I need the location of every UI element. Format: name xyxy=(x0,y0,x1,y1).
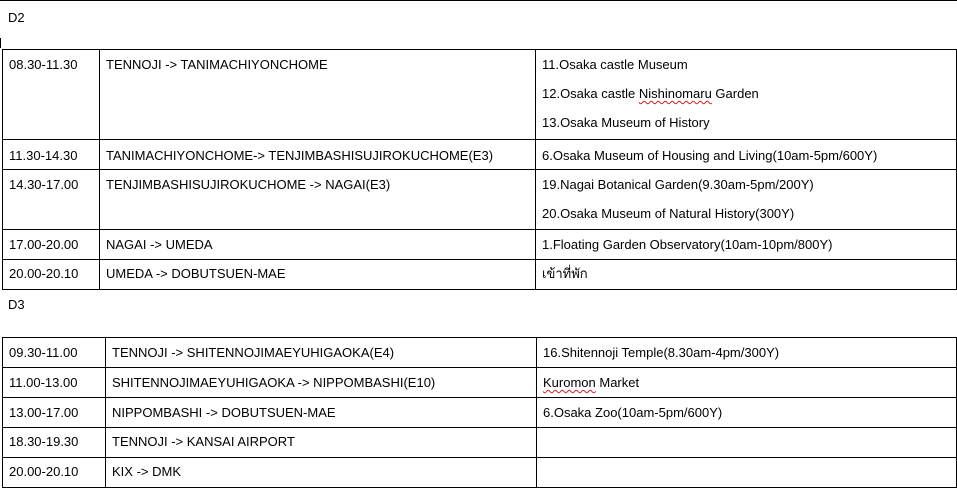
places-cell xyxy=(536,170,957,230)
route-cell: KIX -> DMK xyxy=(106,458,537,488)
time-cell: 18.30-19.30 xyxy=(3,428,106,458)
table-row xyxy=(3,398,957,428)
time-cell: 09.30-11.00 xyxy=(3,338,106,368)
place-line: 16.Shitennoji Temple(8.30am-4pm/300Y) xyxy=(543,345,780,360)
table-row xyxy=(3,260,957,290)
places-cell xyxy=(537,368,957,398)
spellcheck-word: Nishinomaru xyxy=(638,86,712,101)
table-row xyxy=(3,338,957,368)
place-line xyxy=(543,375,956,390)
table-row xyxy=(3,50,957,140)
places-cell xyxy=(537,458,957,488)
route-cell: TENNOJI -> SHITENNOJIMAEYUHIGAOKA(E4) xyxy=(106,338,537,368)
time-cell: 20.00-20.10 xyxy=(3,458,106,488)
time-cell: 08.30-11.30 xyxy=(3,50,100,140)
table-row xyxy=(3,170,957,230)
route-cell: TENJIMBASHISUJIROKUCHOME -> NAGAI(E3) xyxy=(100,170,536,230)
spellcheck-word: Kuromon xyxy=(543,375,596,390)
day-3-schedule-table xyxy=(2,337,957,488)
time-cell: 14.30-17.00 xyxy=(3,170,100,230)
time-cell: 13.00-17.00 xyxy=(3,398,106,428)
places-cell xyxy=(537,428,957,458)
day-2-schedule-table xyxy=(2,49,957,290)
page-margin-mark xyxy=(0,38,1,48)
places-cell xyxy=(536,230,957,260)
route-cell: NIPPOMBASHI -> DOBUTSUEN-MAE xyxy=(106,398,537,428)
route-cell: TENNOJI -> TANIMACHIYONCHOME xyxy=(100,50,536,140)
time-cell: 11.30-14.30 xyxy=(3,140,100,170)
table-row xyxy=(3,428,957,458)
place-line: 6.Osaka Museum of Housing and Living(10am-5pm/600Y) xyxy=(542,148,878,163)
route-cell: TANIMACHIYONCHOME-> TENJIMBASHISUJIROKUCHOME(E3) xyxy=(100,140,536,170)
table-row xyxy=(3,230,957,260)
table-row xyxy=(3,140,957,170)
places-cell xyxy=(537,398,957,428)
day-2-heading: D2 xyxy=(8,10,25,25)
place-line: 11.Osaka castle Museum xyxy=(542,57,688,72)
places-cell xyxy=(537,338,957,368)
table-row xyxy=(3,458,957,488)
route-cell: UMEDA -> DOBUTSUEN-MAE xyxy=(100,260,536,290)
place-line: 6.Osaka Zoo(10am-5pm/600Y) xyxy=(543,405,723,420)
place-line xyxy=(542,86,956,101)
place-text: Garden xyxy=(711,86,759,101)
place-line: เข้าที่พัก xyxy=(542,266,588,281)
place-text: 12.Osaka castle xyxy=(542,86,639,101)
time-cell: 17.00-20.00 xyxy=(3,230,100,260)
route-cell: TENNOJI -> KANSAI AIRPORT xyxy=(106,428,537,458)
places-cell xyxy=(536,260,957,290)
place-text: Market xyxy=(595,375,640,390)
places-cell xyxy=(536,50,957,140)
day-3-heading: D3 xyxy=(8,297,25,312)
places-cell xyxy=(536,140,957,170)
place-line: 1.Floating Garden Observatory(10am-10pm/800Y) xyxy=(542,237,833,252)
route-cell: NAGAI -> UMEDA xyxy=(100,230,536,260)
place-line: 13.Osaka Museum of History xyxy=(542,115,710,130)
place-line: 19.Nagai Botanical Garden(9.30am-5pm/200Y) xyxy=(542,177,814,192)
table-row xyxy=(3,368,957,398)
time-cell: 11.00-13.00 xyxy=(3,368,106,398)
time-cell: 20.00-20.10 xyxy=(3,260,100,290)
route-cell: SHITENNOJIMAEYUHIGAOKA -> NIPPOMBASHI(E10) xyxy=(106,368,537,398)
place-line: 20.Osaka Museum of Natural History(300Y) xyxy=(542,206,795,221)
top-rule xyxy=(0,0,957,1)
